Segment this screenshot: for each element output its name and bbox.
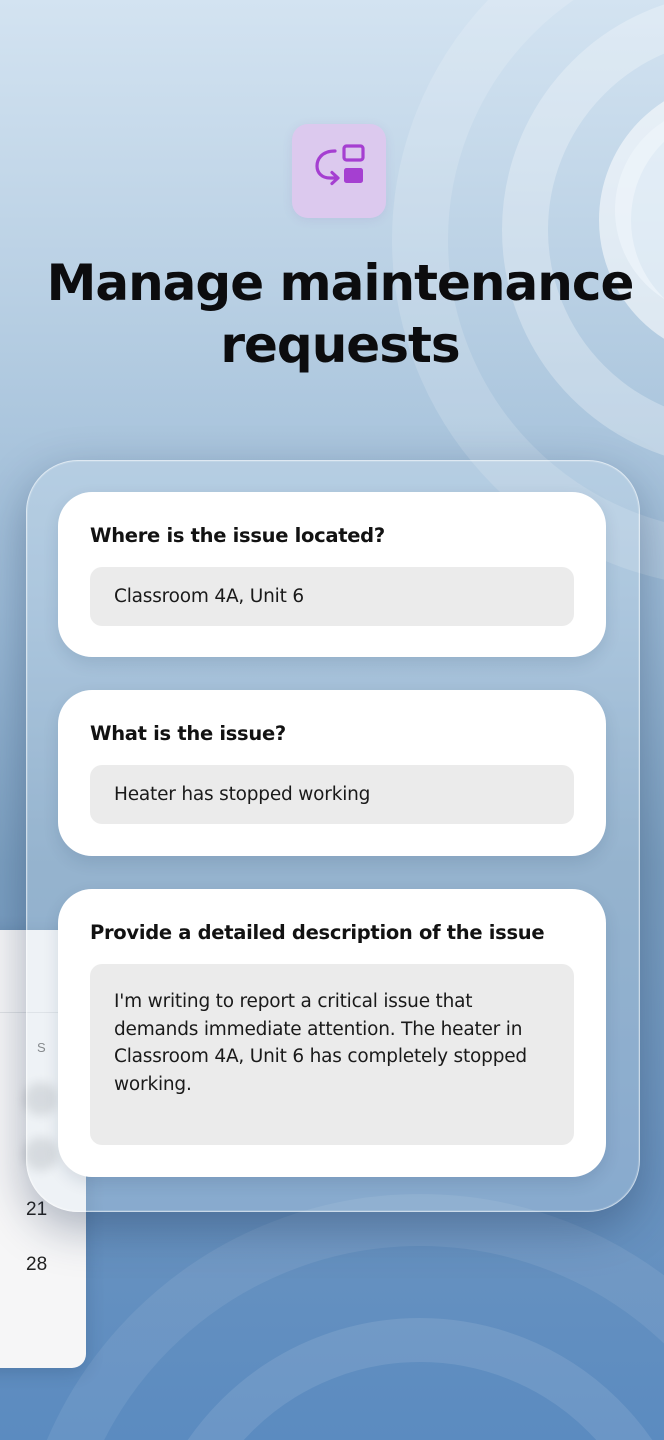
issue-input[interactable]: Heater has stopped working <box>90 765 574 824</box>
location-input[interactable]: Classroom 4A, Unit 6 <box>90 567 574 626</box>
issue-question: What is the issue? <box>90 722 286 745</box>
description-card <box>58 889 606 1177</box>
maintenance-swap-icon <box>292 124 386 218</box>
calendar-date[interactable]: 21 <box>26 1199 48 1220</box>
issue-card <box>58 690 606 856</box>
description-textarea[interactable]: I'm writing to report a critical issue that demands immediate attention. The heater in Classroom 4A, Unit 6 has completely stopped working. <box>90 964 574 1145</box>
page-title: Manage maintenance requests <box>46 254 634 374</box>
calendar-day-letter: S <box>37 1040 46 1055</box>
calendar-date[interactable]: 28 <box>26 1254 48 1275</box>
description-question: Provide a detailed description of the issue <box>90 921 545 944</box>
location-card <box>58 492 606 657</box>
swap-arrow-icon <box>308 140 370 202</box>
location-question: Where is the issue located? <box>90 524 385 547</box>
